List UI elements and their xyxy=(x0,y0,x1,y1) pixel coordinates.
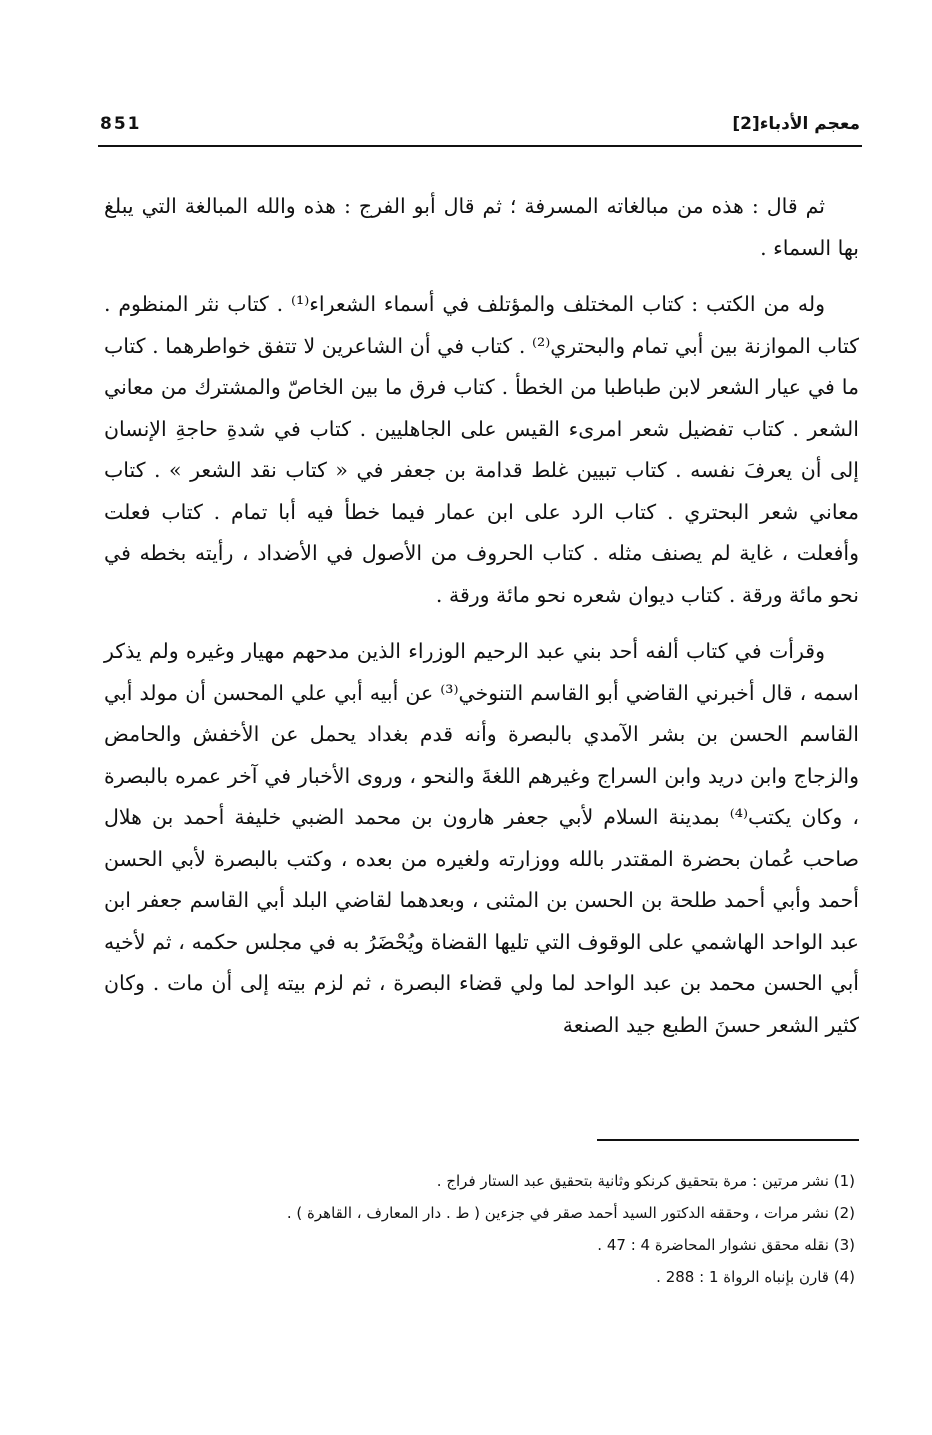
paragraph-closing-quote: ثم قال : هذه من مبالغاته المسرفة ؛ ثم قال أبو الفرج : هذه والله المبالغة التي يبلغ بها السماء . xyxy=(104,194,859,260)
running-header xyxy=(98,114,860,144)
page-number: 851 xyxy=(100,114,142,134)
footnote-4: (4) قارن بإنباه الرواة 1 : 288 . xyxy=(656,1268,855,1286)
paragraph-book-list: وله من الكتب : كتاب المختلف والمؤتلف في أسماء الشعراء⁽¹⁾ . كتاب نثر المنظوم . كتاب الموازنة بين أبي تمام والبحتري⁽²⁾ . كتاب في أن الشاعرين لا تتفق خواطرهما . كتاب ما في عيار الشعر لابن طباطبا من الخطأ . كتاب فرق ما بين الخاصّ والمشترك من معاني الشعر . كتاب تفضيل شعر امرىء القيس على الجاهليين . كتاب في شدةِ حاجةِ الإنسان إلى أن يعرفَ نفسه . كتاب تبيين غلط قدامة بن جعفر في « كتاب نقد الشعر » . كتاب معاني شعر البحتري . كتاب الرد على ابن عمار فيما خطأ فيه أبا تمام . كتاب فعلت وأفعلت ، غاية لم يصنف مثله . كتاب الحروف من الأصول في الأضداد ، رأيته بخطه في نحو مائة ورقة . كتاب ديوان شعره نحو مائة ورقة . xyxy=(104,292,859,607)
footnote-1: (1) نشر مرتين : مرة بتحقيق كرنكو وثانية بتحقيق عبد الستار فراج . xyxy=(436,1172,855,1190)
header-divider xyxy=(98,145,862,147)
book-title: معجم الأدباء[2] xyxy=(732,114,860,134)
paragraph-biography: وقرأت في كتاب ألفه أحد بني عبد الرحيم الوزراء الذين مدحهم مهيار وغيره ولم يذكر اسمه ، قال أخبرني القاضي أبو القاسم التنوخي⁽³⁾ عن أبيه أبي علي المحسن أن مولد أبي القاسم الحسن بن بشر الآمدي بالبصرة وأنه قدم بغداد يحمل عن الأخفش والحامض والزجاج وابن دريد وابن السراج وغيرهم اللغةَ والنحو ، وروى الأخبار في آخر عمره بالبصرة ، وكان يكتب⁽⁴⁾ بمدينة السلام لأبي جعفر هارون بن محمد الضبي خليفة أحمد بن هلال صاحب عُمان بحضرة المقتدر بالله ووزارته ولغيره من بعده ، وكتب بالبصرة لأبي الحسن أحمد وأبي أحمد طلحة بن الحسن بن المثنى ، وبعدهما لقاضي البلد أبي القاسم جعفر ابن عبد الواحد الهاشمي على الوقوف التي تليها القضاة ويُحْضَرُ به في مجلس حكمه ، ثم لأخيه أبي الحسن محمد بن عبد الواحد لما ولي قضاء البصرة ، ثم لزم بيته إلى أن مات . وكان كثير الشعر حسنَ الطبع جيد الصنعة xyxy=(104,639,859,1037)
footnote-divider xyxy=(597,1139,859,1141)
main-text xyxy=(104,186,859,1046)
footnote-3: (3) نقله محقق نشوار المحاضرة 4 : 47 . xyxy=(597,1236,855,1254)
footnote-2: (2) نشر مرات ، وحققه الدكتور السيد أحمد صقر في جزءين ( ط . دار المعارف ، القاهرة ) . xyxy=(286,1204,855,1222)
footnotes xyxy=(140,1165,855,1293)
